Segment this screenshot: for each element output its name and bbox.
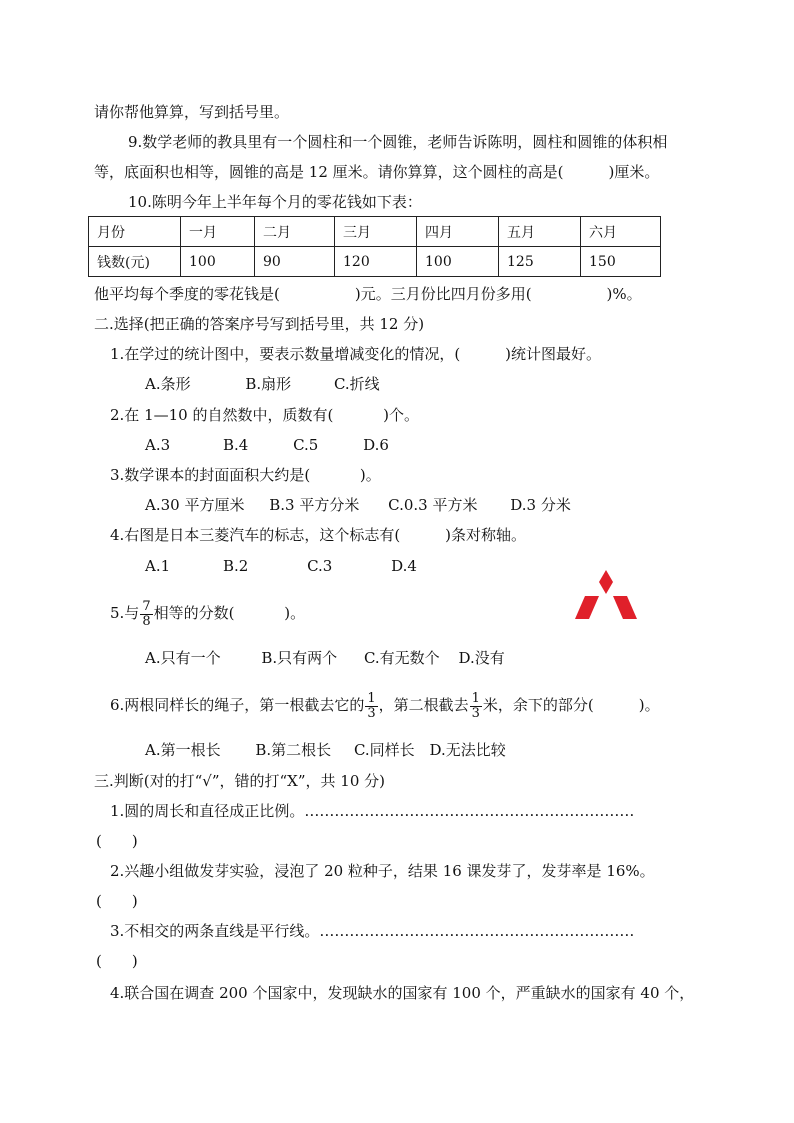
question-9-line1: 9.数学老师的教具里有一个圆柱和一个圆锥，老师告诉陈明，圆柱和圆锥的体积相 (128, 133, 668, 151)
option: D.6 (363, 436, 389, 454)
option: A.30 平方厘米 (145, 496, 245, 514)
choice-q6-options (145, 740, 506, 760)
section-choice-heading: 二.选择(把正确的答案序号写到括号里，共 12 分) (94, 315, 425, 333)
allowance-table (88, 216, 661, 277)
fraction-one-third (470, 692, 482, 721)
table-header-cell: 月份 (89, 217, 181, 247)
option: B.扇形 (245, 375, 292, 393)
option: D.无法比较 (429, 741, 506, 759)
option: B.3 平方分米 (269, 496, 360, 514)
mitsubishi-logo-icon (575, 570, 637, 624)
section-judge-heading: 三.判断(对的打“√”，错的打“X”，共 10 分) (94, 772, 386, 790)
choice-q5-options (145, 648, 505, 668)
option: A.第一根长 (145, 741, 221, 759)
q6-text-b: ，第二根截去 (378, 696, 469, 714)
option: C.折线 (333, 375, 380, 393)
intro-tail: 请你帮他算算，写到括号里。 (94, 103, 290, 121)
option: B.只有两个 (261, 649, 338, 667)
option: B.4 (222, 436, 249, 454)
option: D.3 分米 (510, 496, 571, 514)
judge-question-3: 3.不相交的两条直线是平行线。……………………………………………………… (110, 922, 635, 940)
option: C.同样长 (353, 741, 415, 759)
table-cell: 90 (255, 247, 335, 277)
fraction-denominator: 8 (142, 613, 151, 629)
fraction-denominator: 3 (471, 705, 480, 721)
option: B.2 (222, 557, 249, 575)
logo-diamond-top (599, 570, 613, 594)
q5-suffix: 相等的分数( )。 (153, 604, 306, 622)
logo-diamond-left (575, 596, 599, 619)
logo-diamond-right (613, 596, 637, 619)
option: C.5 (293, 436, 319, 454)
fraction-denominator: 3 (367, 705, 376, 721)
question-10-text: 他平均每个季度的零花钱是( )元。三月份比四月份多用( )%。 (94, 285, 642, 303)
fraction-numerator: 7 (142, 598, 151, 614)
fraction-numerator: 1 (471, 690, 480, 706)
table-header-cell: 一月 (181, 217, 255, 247)
judge-q3-blank: ( ) (96, 952, 138, 970)
fraction-numerator: 1 (367, 690, 376, 706)
table-header-cell: 二月 (255, 217, 335, 247)
table-header-cell: 六月 (581, 217, 661, 247)
table-cell: 钱数(元) (89, 247, 181, 277)
choice-q2-options (145, 435, 389, 455)
choice-q3-options (145, 495, 571, 515)
table-cell: 120 (335, 247, 417, 277)
option: B.第二根长 (255, 741, 332, 759)
judge-question-1: 1.圆的周长和直径成正比例。………………………………………………………… (110, 802, 635, 820)
table-cell: 125 (499, 247, 581, 277)
table-row (89, 217, 661, 247)
option: C.0.3 平方米 (388, 496, 478, 514)
choice-question-1: 1.在学过的统计图中，要表示数量增减变化的情况，( )统计图最好。 (110, 345, 602, 363)
option: A.3 (145, 436, 171, 454)
fraction-one-third (365, 692, 377, 721)
option: D.4 (391, 557, 417, 575)
question-10-intro: 10.陈明今年上半年每个月的零花钱如下表： (128, 193, 422, 211)
judge-question-4: 4.联合国在调查 200 个国家中，发现缺水的国家有 100 个，严重缺水的国家有 40 个， (110, 984, 695, 1002)
q5-prefix: 5.与 (110, 604, 140, 622)
table-cell: 100 (181, 247, 255, 277)
option: D.没有 (458, 649, 505, 667)
q6-text-a: 6.两根同样长的绳子，第一根截去它的 (110, 696, 365, 714)
choice-question-4: 4.右图是日本三菱汽车的标志，这个标志有( )条对称轴。 (110, 526, 527, 544)
judge-q2-blank: ( ) (96, 892, 138, 910)
table-header-cell: 四月 (417, 217, 499, 247)
table-cell: 100 (417, 247, 499, 277)
choice-q1-options (145, 374, 380, 394)
table-header-cell: 五月 (499, 217, 581, 247)
option: A.1 (145, 557, 171, 575)
judge-question-2: 2.兴趣小组做发芽实验，浸泡了 20 粒种子，结果 16 课发芽了，发芽率是 16%。 (110, 862, 655, 880)
judge-q1-blank: ( ) (96, 832, 138, 850)
question-9-line2: 等，底面积也相等，圆锥的高是 12 厘米。请你算算，这个圆柱的高是( )厘米。 (94, 163, 660, 181)
fraction-seven-eighths (140, 600, 152, 629)
option: C.3 (307, 557, 333, 575)
choice-question-6 (110, 690, 660, 721)
choice-q4-options (145, 556, 417, 576)
choice-question-5 (110, 598, 305, 629)
table-row (89, 247, 661, 277)
choice-question-3: 3.数学课本的封面面积大约是( )。 (110, 466, 381, 484)
table-cell: 150 (581, 247, 661, 277)
option: C.有无数个 (363, 649, 440, 667)
table-header-cell: 三月 (335, 217, 417, 247)
choice-question-2: 2.在 1—10 的自然数中，质数有( )个。 (110, 406, 419, 424)
q6-text-c: 米，余下的部分( )。 (482, 696, 660, 714)
option: A.条形 (145, 375, 191, 393)
option: A.只有一个 (145, 649, 221, 667)
